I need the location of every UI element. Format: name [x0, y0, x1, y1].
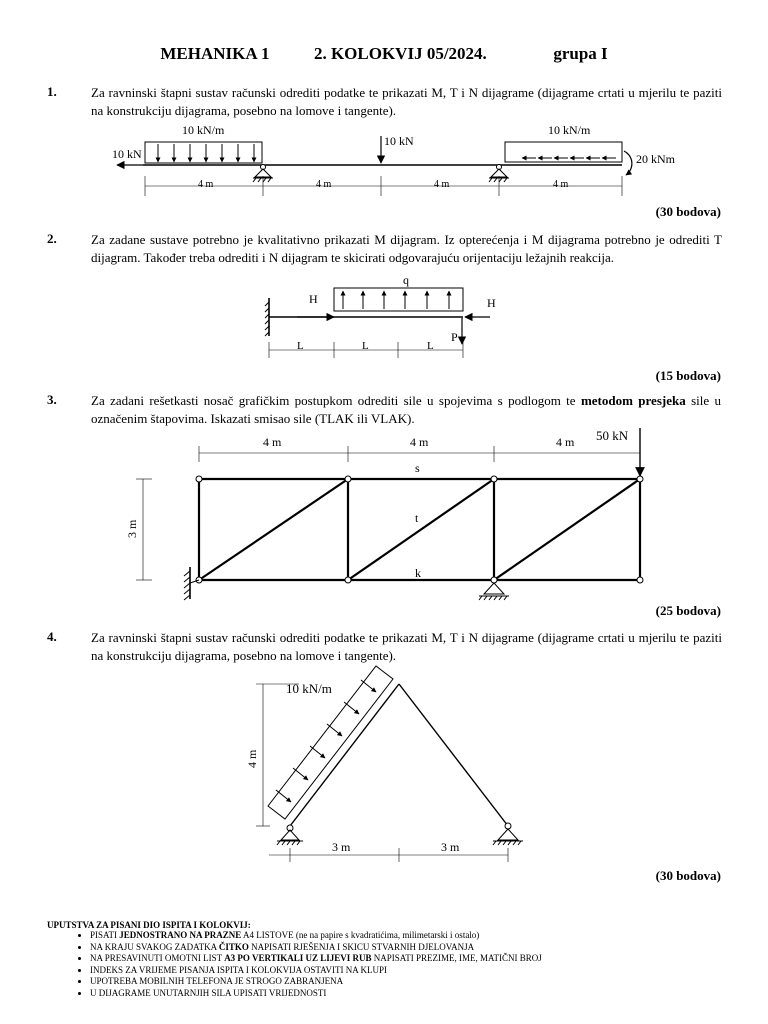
span-label: 4 m [263, 435, 282, 449]
span-label: 4 m [553, 179, 569, 190]
instruction-item: • INDEKS ZA VRIJEME PISANJA ISPITA I KOLOKVIJA OSTAVITI NA KLUPI [90, 965, 730, 977]
force-p-label: P [451, 330, 458, 344]
task-3-text: Za zadani rešetkasti nosač grafičkim postupkom odrediti sile u spojevima s podlogom te metodom presjeka sile u označenim štapovima. Iskazati smisao sile (TLAK ili VLAK). [91, 393, 721, 426]
force-50kn-label: 50 kN [596, 428, 629, 443]
task-4-points: (30 bodova) [655, 868, 721, 883]
span-label: L [362, 340, 369, 352]
member-label-t: t [415, 511, 419, 525]
span-label: 4 m [198, 179, 214, 190]
span-label: 4 m [316, 179, 332, 190]
frame-members [290, 684, 508, 826]
exam-name: 2. KOLOKVIJ 05/2024. [313, 44, 487, 63]
member-label-k: k [415, 566, 421, 580]
member-label-s: s [415, 461, 420, 475]
instruction-item: • U DIJAGRAME UNUTARNJIH SILA UPISATI VRIJEDNOSTI [90, 988, 730, 1000]
span-label: 3 m [441, 840, 460, 854]
pinned-support-left [277, 825, 303, 845]
task-4-number: 4. [47, 629, 57, 644]
span-label: 3 m [332, 840, 351, 854]
dimension-line-4 [269, 848, 508, 862]
instruction-item: • NA KRAJU SVAKOG ZADATKA ČITKO NAPISATI RJEŠENJA I SKICU STVARNIH DJELOVANJA [90, 942, 730, 954]
height-label: 3 m [125, 519, 139, 538]
course-name: MEHANIKA 1 [160, 44, 270, 63]
force-h-left-label: H [309, 292, 318, 306]
instruction-item: • UPOTREBA MOBILNIH TELEFONA JE STROGO ZABRANJENA [90, 976, 730, 988]
task-1-number: 1. [47, 84, 57, 99]
task-1-points: (30 bodova) [655, 204, 721, 219]
height-label: 4 m [245, 749, 259, 768]
task-4-text: Za ravninski štapni sustav računski odrediti podatke te prikazati M, T i N dijagrame (dijagrame crtati u mjerilu te paziti na konstrukciju dijagrama, posebno na lomove i tangente). [91, 630, 722, 663]
height-dimension [256, 684, 299, 826]
task-1-text: Za ravninski štapni sustav računski odrediti podatke te prikazati M, T i N dijagrame (dijagrame crtati u mjerilu te paziti na konstrukciju dijagrama, posebno na lomove i tangente). [91, 85, 722, 118]
task-2-number: 2. [47, 231, 57, 246]
force-h-right-label: H [487, 296, 496, 310]
group-name: grupa I [553, 44, 608, 63]
load-label: 10 kN/m [286, 681, 332, 696]
load-q-label: q [403, 273, 409, 287]
span-label: L [297, 340, 304, 352]
task-2-text: Za zadane sustave potrebno je kvalitativno prikazati M dijagram. Iz opterećenja i M dijagrama potrebno je odrediti T dijagram. Također treba odrediti i N dijagram te skicirati odgovarajuću orijentaciju ležajnih reakcija. [91, 232, 722, 265]
moment-label: 20 kNm [636, 152, 675, 166]
force-mid-label: 10 kN [384, 134, 414, 148]
load-right-label: 10 kN/m [548, 123, 591, 137]
task-3-number: 3. [47, 392, 57, 407]
span-label: L [427, 340, 434, 352]
pinned-support-right [493, 823, 523, 845]
force-left-label: 10 kN [112, 147, 142, 161]
instructions-list [60, 930, 730, 999]
task-2-points: (15 bodova) [655, 368, 721, 383]
task-3-points: (25 bodova) [655, 603, 721, 618]
instruction-item: • NA PRESAVINUTI OMOTNI LIST A3 PO VERTIKALI UZ LIJEVI RUB NAPISATI PREZIME, IME, MATIČNI BROJ [90, 953, 730, 965]
instruction-item: • PISATI JEDNOSTRANO NA PRAZNE A4 LISTOVE (ne na papire s kvadratićima, milimetarski i ostalo) [90, 930, 730, 942]
load-left-label: 10 kN/m [182, 123, 225, 137]
instructions-title: UPUTSTVA ZA PISANI DIO ISPITA I KOLOKVIJ: [47, 920, 251, 930]
span-label: 4 m [410, 435, 429, 449]
span-label: 4 m [556, 435, 575, 449]
span-label: 4 m [434, 179, 450, 190]
